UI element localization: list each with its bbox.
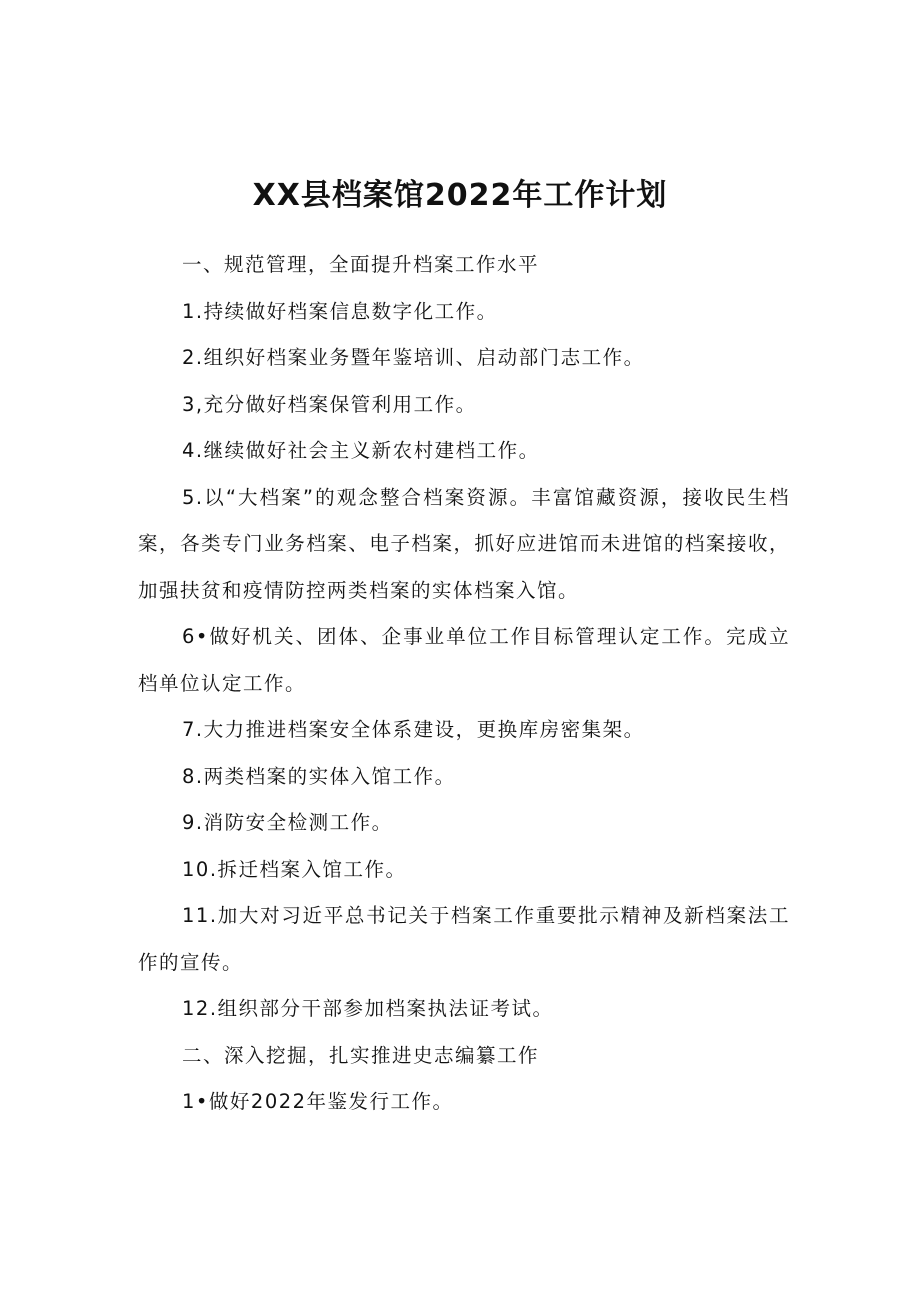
list-item: 10.拆迁档案入馆工作。 [182,857,407,881]
list-item: 8.两类档案的实体入馆工作。 [182,764,456,788]
list-item: 1.持续做好档案信息数字化工作。 [182,299,498,323]
list-item: 1•做好2022年鉴发行工作。 [182,1090,454,1113]
list-item: 7.大力推进档案安全体系建设，更换库房密集架。 [182,718,645,741]
list-item: 3,充分做好档案保管利用工作。 [182,392,477,416]
list-item: 2.组织好档案业务暨年鉴培训、启动部门志工作。 [182,346,645,369]
list-item: 11.加大对习近平总书记关于档案工作重要批示精神及新档案法工作的宣传。 [138,904,790,974]
list-item: 12.组织部分干部参加档案执法证考试。 [182,997,554,1020]
list-item: 4.继续做好社会主义新农村建档工作。 [182,439,540,462]
section-heading-2: 二、深入挖掘，扎实推进史志编纂工作 [182,1043,540,1067]
list-item: 9.消防安全检测工作。 [182,811,393,834]
list-item: 5.以“大档案”的观念整合档案资源。丰富馆藏资源，接收民生档案，各类专门业务档案、电子档案，抓好应进馆而未进馆的档案接收，加强扶贫和疫情防控两类档案的实体档案入馆。 [138,485,790,602]
list-item: 6•做好机关、团体、企事业单位工作目标管理认定工作。完成立档单位认定工作。 [138,625,790,695]
document-body [138,242,790,1126]
document-title: XX县档案馆2022年工作计划 [252,178,668,213]
section-heading-1: 一、规范管理，全面提升档案工作水平 [182,253,540,276]
